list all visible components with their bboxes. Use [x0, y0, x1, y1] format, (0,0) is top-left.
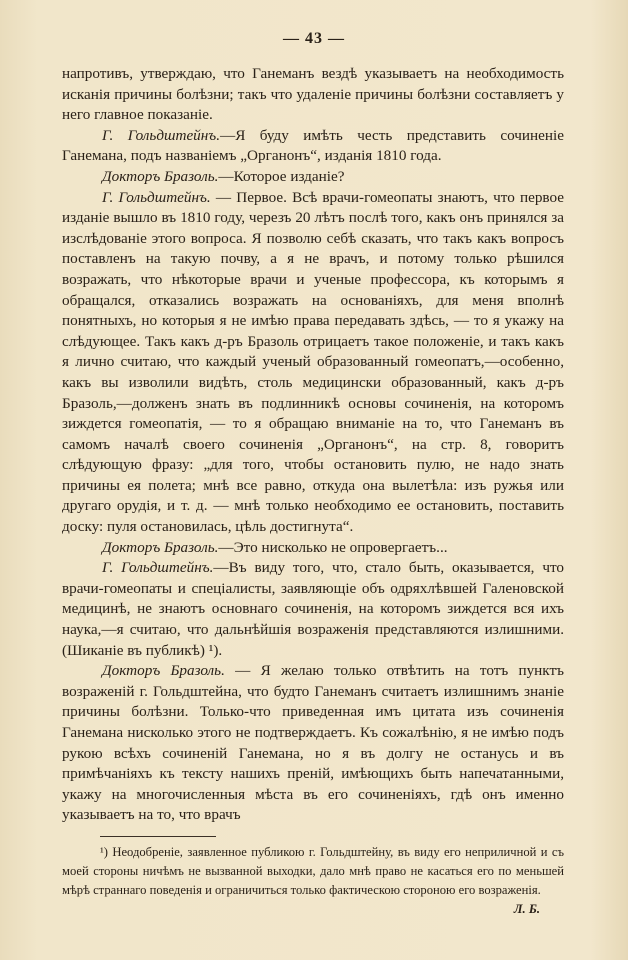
- speaker-name: Г. Гольдштейнъ.: [102, 559, 214, 577]
- speaker-name: Г. Гольдштейнъ.: [102, 188, 211, 206]
- speaker-name: Г. Гольдштейнъ.: [102, 126, 220, 144]
- paragraph-text: — Я желаю только отвѣтить на тотъ пунктъ возраженій г. Гольдштейна, что будто Ганеманъ считаетъ излишнимъ знаніе причины болѣзни. Только-что приведенная имъ цитата изъ сочиненія Ганемана нисколько этого не подтверждаетъ. Къ сожалѣнію, я не имѣю подъ рукою всѣхъ сочиненій Ганемана, но я въ долгу не останусь и въ примѣчаніяхъ къ тексту нашихъ преній, имѣющихъ быть напечатанными, укажу на многочисленныя мѣста въ его сочиненіяхъ, гдѣ онъ именно указываетъ на то, что врачъ: [62, 662, 564, 824]
- paragraph-text: — Первое. Всѣ врачи-гомеопаты знаютъ, что первое изданіе вышло въ 1810 году, черезъ 20 лѣтъ послѣ того, какъ онъ принялся за изслѣдованіе этого вопроса. Я позволю себѣ сказать, что такъ какъ вопросъ поставленъ на такую почву, а я не врачъ, и потому только рѣшился возражать, что нѣкоторые врачи и ученые профессора, къ которымъ я обращался, отказались возражать на основаніяхъ, для меня вполнѣ понятныхъ, но которыя я не имѣю права передавать здѣсь, — то я укажу на слѣдующее. Такъ какъ д-ръ Бразоль отрицаетъ такое положеніе, и такъ какъ я лично считаю, что каждый ученый образованный гомеопатъ,—особенно, какъ вы изволили видѣть, столь медицински образованный, какъ д-ръ Бразоль,—долженъ знать въ подлинникѣ основы сочиненія, на которомъ зиждется гомеопатія, — то я обращаю вниманіе на то, что Ганеманъ въ самомъ началѣ своего сочиненія „Органонъ“, на стр. 8, говоритъ слѣдующую фразу: „для того, чтобы остановить пулю, не надо знать причины ея полета; мнѣ все равно, откуда она вылетѣла: изъ ружья или другаго орудія, и т. д. — мнѣ только необходимо ее остановить, поставить доску: пуля остановилась, цѣль достигнута“.: [62, 188, 565, 536]
- speaker-name: Докторъ Бразоль.: [102, 167, 219, 185]
- paragraph-text: напротивъ, утверждаю, что Ганеманъ вездѣ указываетъ на необходимость исканія причины болѣзни; такъ что удаленіе причины болѣзни составляетъ у него главное показаніе.: [62, 65, 564, 124]
- paragraph: [62, 126, 564, 167]
- body-text: [62, 64, 564, 826]
- paragraph-text: —Въ виду того, что, стало быть, оказывается, что врачи-гомеопаты и спеціалисты, заявляющіе объ одряхлѣвшей Галеновской медицинѣ, не знаютъ основнаго сочиненія, на которомъ зиждется вся ихъ наука,—я считаю, что дальнѣйшія возраженія представляются излишними. (Шиканіе въ публикѣ) ¹).: [62, 559, 564, 659]
- footnote-text: ¹) Неодобреніе, заявленное публикою г. Гольдштейну, въ виду его неприличной и съ моей стороны ничѣмъ не вызванной выходки, дало мнѣ право не касаться его по меньшей мѣрѣ страннаго поведенія и ограничиться только фактическою стороною его возраженія.: [62, 845, 564, 897]
- footnote-signature: Л. Б.: [513, 902, 540, 916]
- footnote-divider: [100, 836, 216, 837]
- paragraph-text: —Которое изданіе?: [218, 167, 345, 185]
- speaker-name: Докторъ Бразоль.: [102, 662, 225, 680]
- speaker-name: Докторъ Бразоль.: [102, 538, 219, 556]
- paragraph-text: —Я буду имѣть честь представить сочиненіе Ганемана, подъ названіемъ „Органонъ“, изданія 1810 года.: [62, 126, 565, 165]
- paragraph: [62, 538, 564, 559]
- paragraph: [62, 558, 564, 661]
- paragraph: [62, 188, 564, 538]
- paragraph: [62, 167, 564, 188]
- paragraph: [62, 661, 564, 826]
- footnote-paragraph: [62, 843, 564, 916]
- paragraph: [62, 64, 564, 126]
- paragraph-text: —Это нисколько не опровергаетъ...: [218, 538, 448, 556]
- page-number: — 43 —: [283, 30, 345, 47]
- footnote: [62, 843, 564, 919]
